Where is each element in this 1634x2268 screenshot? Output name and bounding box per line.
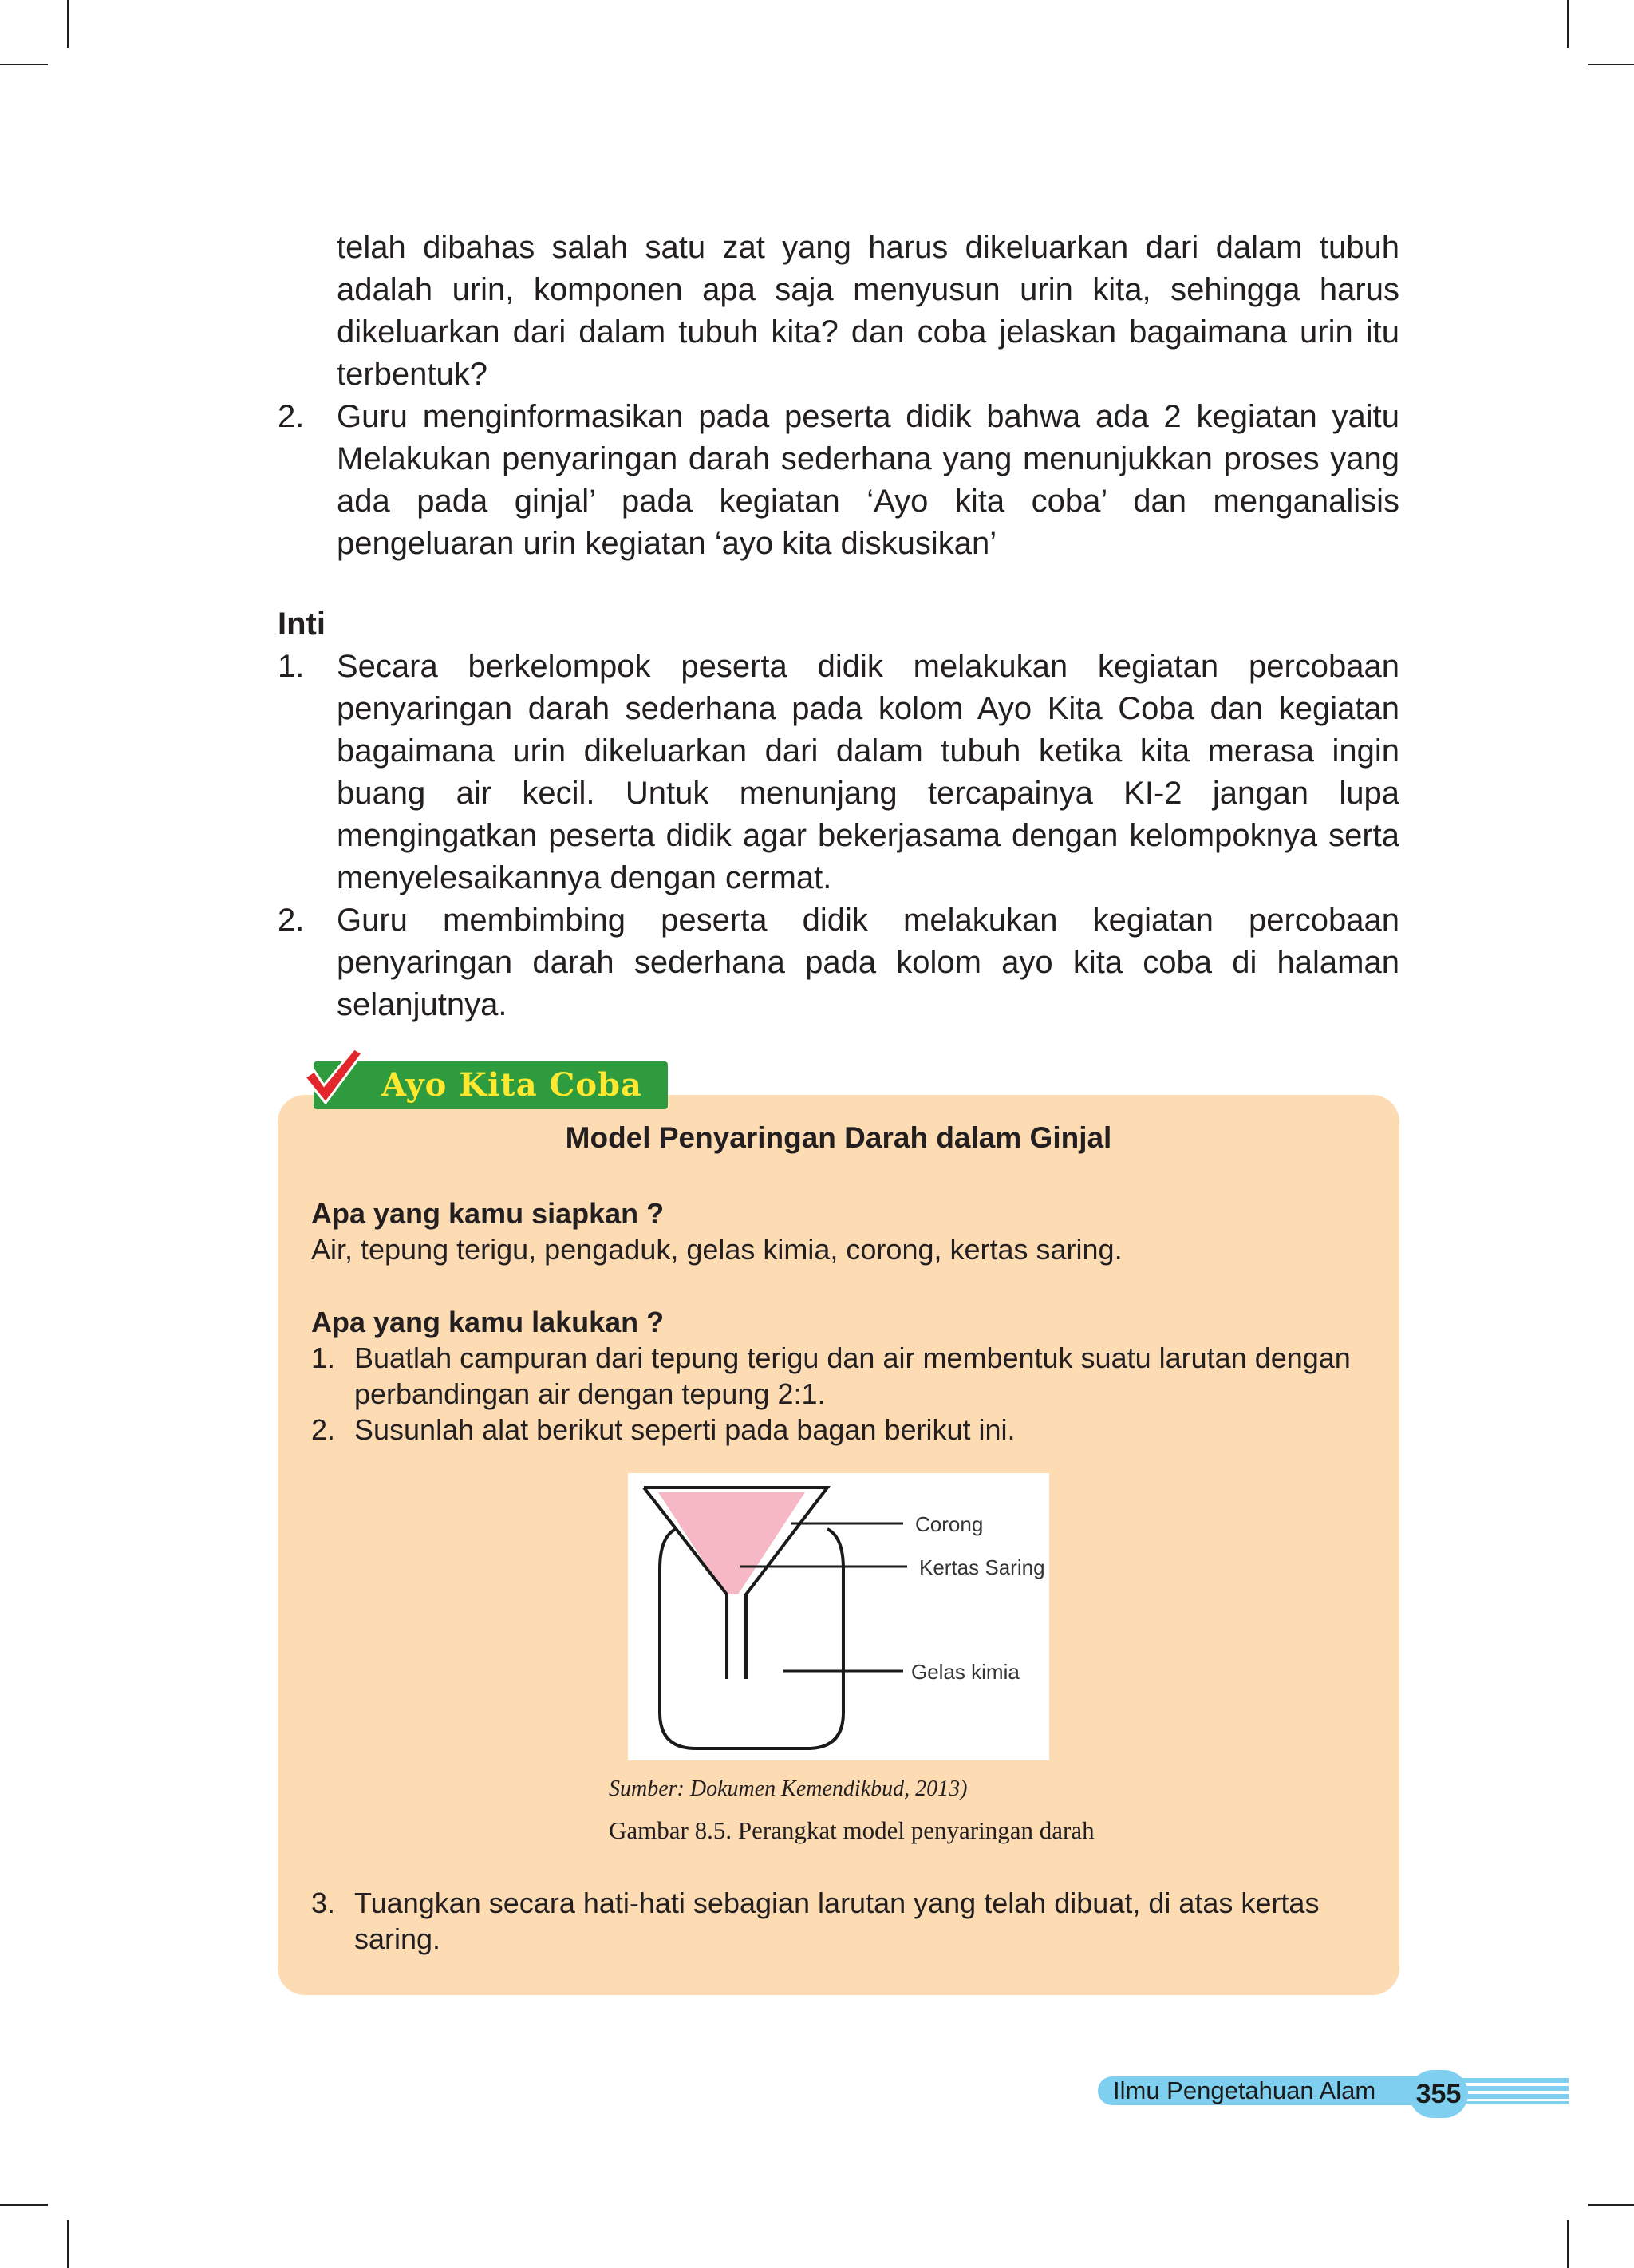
list-text: Secara berkelompok peserta didik melakukan kegiatan percobaan penyaringan darah sederhana pada kolom Ayo Kita Coba dan kegiatan bagaimana urin dikeluarkan dari dalam tubuh ketika kita merasa ingin buang air kecil. Untuk menunjang tercapainya KI-2 jangan lupa mengingatkan peserta didik agar bekerjasama dengan kelompoknya serta menyelesaikannya dengan cermat. (337, 649, 1399, 895)
list-number: 2. (278, 399, 305, 434)
list-item (278, 646, 1399, 899)
section-heading: Inti (278, 607, 326, 642)
figure-caption: Gambar 8.5. Perangkat model penyaringan darah (609, 1816, 1095, 1844)
prepare-text: Air, tepung terigu, pengaduk, gelas kimia, corong, kertas saring. (311, 1233, 1123, 1266)
step-text: Buatlah campuran dari tepung terigu dan air membentuk suatu larutan dengan perbandingan air dengan tepung 2:1. (354, 1341, 1351, 1410)
prepare-section (311, 1195, 1372, 1267)
list-item (278, 899, 1399, 1026)
do-heading: Apa yang kamu lakukan ? (311, 1306, 665, 1338)
list-number: 1. (278, 649, 305, 684)
filtration-diagram-drawing (628, 1473, 1049, 1760)
filtration-diagram (628, 1473, 1049, 1760)
step-number: 2. (311, 1413, 336, 1446)
activity-tab (314, 1061, 668, 1109)
crop-mark (1567, 2220, 1569, 2268)
label-beaker: Gelas kimia (911, 1660, 1020, 1684)
footer-subject: Ilmu Pengetahuan Alam (1113, 2076, 1376, 2104)
crop-mark (0, 2204, 48, 2206)
step3-section (311, 1885, 1372, 1957)
activity-tab-label: Ayo Kita Coba (381, 1066, 642, 1104)
list-item (278, 396, 1399, 565)
step-text: Susunlah alat berikut seperti pada bagan berikut ini. (354, 1413, 1016, 1446)
steps-section (311, 1304, 1372, 1448)
label-filter: Kertas Saring (919, 1555, 1045, 1579)
crop-mark (1567, 0, 1569, 48)
step-number: 3. (311, 1887, 336, 1919)
crop-mark (67, 2220, 69, 2268)
crop-mark (67, 0, 69, 48)
inti-section (278, 603, 1399, 1026)
list-number: 2. (278, 903, 305, 938)
step-item (311, 1412, 1372, 1448)
crop-mark (0, 64, 48, 65)
list-text: Guru menginformasikan pada peserta didik bahwa ada 2 kegiatan yaitu Melakukan penyaringan darah sederhana yang menunjukkan proses yang ada pada ginjal’ pada kegiatan ‘Ayo kita coba’ dan menganalisis pengeluaran urin kegiatan ‘ayo kita diskusikan’ (337, 399, 1399, 561)
figure-source: Sumber: Dokumen Kemendikbud, 2013) (609, 1776, 968, 1801)
step-item (311, 1340, 1372, 1412)
page-number: 355 (1409, 2070, 1468, 2118)
prepare-heading: Apa yang kamu siapkan ? (311, 1197, 665, 1230)
list-text: Guru membimbing peserta didik melakukan kegiatan percobaan penyaringan darah sederhana pada kolom ayo kita coba di halaman selanjutnya. (337, 903, 1399, 1022)
intro-section (278, 227, 1399, 565)
label-funnel: Corong (915, 1512, 984, 1536)
crop-mark (1588, 2204, 1634, 2206)
intro-continuation: telah dibahas salah satu zat yang harus dikeluarkan dari dalam tubuh adalah urin, komponen apa saja menyusun urin kita, sehingga harus dikeluarkan dari dalam tubuh kita? dan coba jelaskan bagaimana urin itu terbentuk? (337, 230, 1399, 392)
step-text: Tuangkan secara hati-hati sebagian larutan yang telah dibuat, di atas kertas saring. (354, 1887, 1320, 1955)
crop-mark (1588, 64, 1634, 65)
checkmark-icon (302, 1045, 365, 1106)
activity-title: Model Penyaringan Darah dalam Ginjal (565, 1121, 1112, 1154)
step-number: 1. (311, 1341, 336, 1374)
step-item (311, 1885, 1372, 1957)
